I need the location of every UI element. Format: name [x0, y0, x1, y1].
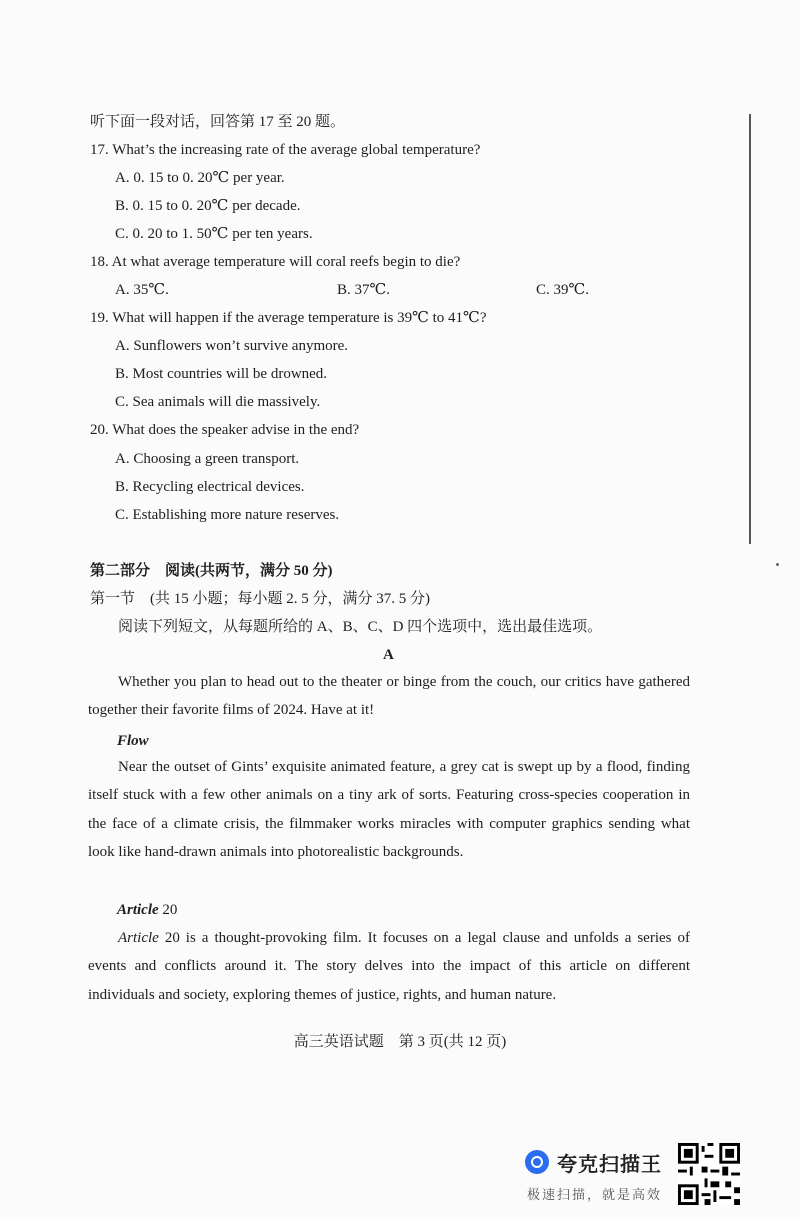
q18-option-b: B. 37℃. [337, 282, 391, 298]
film1-title: Flow [117, 733, 149, 749]
reading-instruction: 阅读下列短文，从每题所给的 A、B、C、D 四个选项中，选出最佳选项。 [118, 619, 603, 635]
q20-option-c: C. Establishing more nature reserves. [115, 507, 340, 523]
watermark-title: 夸克扫描王 [557, 1152, 662, 1176]
q19-option-b: B. Most countries will be drowned. [115, 366, 328, 382]
question-17: 17. What’s the increasing rate of the average global temperature? [90, 142, 481, 158]
q17-option-b: B. 0. 15 to 0. 20℃ per decade. [115, 198, 301, 214]
qr-code-icon [678, 1143, 740, 1205]
page-footer: 高三英语试题 第 3 页(共 12 页) [293, 1034, 507, 1050]
film2-title: Article 20 [117, 902, 178, 918]
q20-option-a: A. Choosing a green transport. [115, 451, 300, 467]
q18-option-a: A. 35℃. [115, 282, 169, 298]
q18-option-c: C. 39℃. [536, 282, 590, 298]
question-18: 18. At what average temperature will coral reefs begin to die? [90, 254, 461, 270]
q19-option-c: C. Sea animals will die massively. [115, 394, 321, 410]
q17-option-a: A. 0. 15 to 0. 20℃ per year. [115, 170, 285, 186]
film1-paragraph: Near the outset of Gints’ exquisite animated feature, a grey cat is swept up by a flood, finding itself stuck with a few other animals on a tiny ark of sorts. Featuring cross-species cooperation in the face of a climate crisis, the filmmaker works miracles with computer graphics sending what look like hand-drawn animals into photorealistic backgrounds. [88, 759, 690, 861]
scan-edge-line [749, 114, 751, 544]
q17-option-c: C. 0. 20 to 1. 50℃ per ten years. [115, 226, 313, 242]
section-intro: 听下面一段对话，回答第 17 至 20 题。 [90, 114, 346, 130]
q19-option-a: A. Sunflowers won’t survive anymore. [115, 338, 349, 354]
scan-edge-dot [776, 563, 779, 566]
question-19: 19. What will happen if the average temperature is 39℃ to 41℃? [90, 310, 487, 326]
scanner-watermark [525, 1146, 675, 1206]
question-20: 20. What does the speaker advise in the end? [90, 422, 360, 438]
part2-heading: 第二部分 阅读(共两节，满分 50 分) [90, 563, 333, 579]
passage-intro: Whether you plan to head out to the theater or binge from the couch, our critics have gathered together their favorite films of 2024. Have at it! [88, 674, 690, 719]
film2-paragraph: Article 20 is a thought-provoking film. It focuses on a legal clause and unfolds a series of events and conflicts around it. The story delves into the impact of this article on different individuals and society, exploring themes of justice, rights, and human nature. [88, 930, 690, 1003]
passage-label: A [383, 647, 394, 663]
watermark-subtitle: 极速扫描，就是高效 [527, 1188, 663, 1203]
q20-option-b: B. Recycling electrical devices. [115, 479, 305, 495]
scanner-logo-icon [525, 1150, 549, 1174]
section1-heading: 第一节 (共 15 小题；每小题 2. 5 分，满分 37. 5 分) [90, 591, 430, 607]
